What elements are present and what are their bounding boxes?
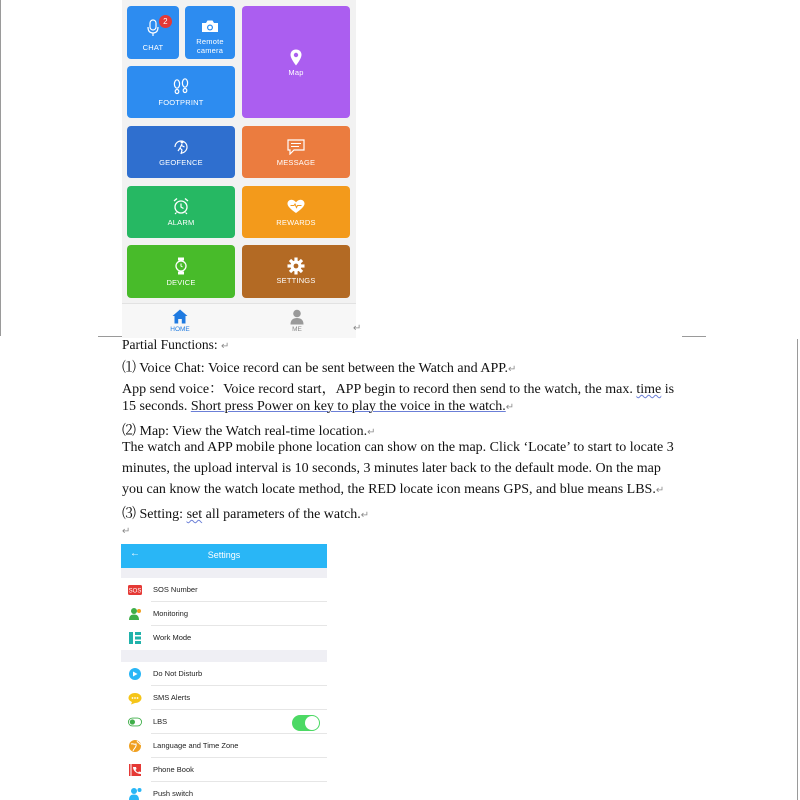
paragraph-mark: ↵ [221,341,230,352]
settings-row-do-not-disturb[interactable] [121,662,327,686]
tab-home-label: HOME [170,326,190,333]
work-mode-icon [128,631,142,645]
alarm-label: ALARM [167,218,195,227]
sms-icon [128,691,142,705]
settings-row-work-mode[interactable] [121,626,327,650]
settings-row-push-switch[interactable] [121,782,327,800]
bottom-tab-bar [122,303,356,338]
message-tile[interactable] [242,126,350,178]
item2-title-text: ⑵ Map: View the Watch real-time location. [122,424,368,439]
partial-functions-heading [122,337,229,353]
monitoring-label: Monitoring [153,609,189,618]
paragraph-mark: ↵ [360,510,370,521]
tab-me-label: ME [292,326,302,333]
device-tile[interactable] [127,245,235,298]
item1-title [122,357,516,377]
paragraph-mark: ↵ [508,364,517,375]
item2-line2 [122,461,661,477]
sms-alerts-label: SMS Alerts [153,693,191,702]
map-tile[interactable] [242,6,350,118]
language-time-zone-label: Language and Time Zone [153,741,239,750]
remote-camera-label-line2: camera [196,46,224,55]
page-border-left [0,0,1,336]
item1-line2 [122,399,514,415]
item2-line1-text: The watch and APP mobile phone location can show on the map. Click ‘Locate’ to start to locate 3 [122,440,674,455]
map-pin-icon [242,49,350,66]
item3-title-rest: all parameters of the watch. [202,507,361,522]
home-icon [150,307,210,326]
settings-row-monitoring[interactable] [121,602,327,626]
person-icon [267,307,327,326]
alarm-tile[interactable] [127,186,235,238]
svg-text:SOS: SOS [128,588,142,595]
item1-line1-text: App send voice：Voice record start，APP begin to record then send to the watch, the max. [122,382,637,397]
settings-row-phone-book[interactable] [121,758,327,782]
item2-line2-text: minutes, the upload interval is 10 seconds, 3 minutes later back to the default mode. On the map [122,461,661,476]
settings-row-sos-number[interactable] [121,578,327,602]
push-icon [128,787,142,800]
heart-icon [242,199,350,214]
lbs-toggle-icon [128,715,142,729]
app-home-screenshot [122,0,356,337]
sos-icon [128,583,142,597]
phone-book-icon [128,763,142,777]
item1-line1 [122,378,674,398]
lbs-toggle[interactable] [292,715,320,731]
partial-functions-text: Partial Functions: [122,337,218,352]
paragraph-mark: ↵ [353,323,362,334]
item3-title-text: ⑶ Setting: [122,507,187,522]
chat-tile[interactable] [127,6,179,59]
geofence-label: GEOFENCE [159,158,203,167]
phone-book-label: Phone Book [153,765,194,774]
item3-title-set: set [186,507,203,522]
remote-camera-tile[interactable] [185,6,235,59]
item1-line2-text: 15 seconds. [122,399,191,414]
rewards-label: REWARDS [276,218,316,227]
item1-line1-time: time [636,382,662,397]
settings-row-language-time-zone[interactable] [121,734,327,758]
toggle-knob [305,716,319,730]
item1-title-text: ⑴ Voice Chat: Voice record can be sent between the Watch and APP. [122,361,508,376]
message-label: MESSAGE [276,158,316,167]
lbs-label: LBS [153,717,168,726]
geofence-icon [127,138,235,156]
alarm-clock-icon [127,197,235,215]
page-border-right [797,339,798,800]
item3-title [122,503,369,523]
message-icon [242,139,350,155]
footprint-tile[interactable] [127,66,235,118]
remote-camera-label-line1: Remote [196,37,224,46]
gear-icon [242,257,350,275]
settings-label: SETTINGS [276,276,316,285]
work-mode-label: Work Mode [153,633,192,642]
settings-screenshot [121,544,327,800]
sos-number-label: SOS Number [153,585,198,594]
map-label: Map [288,68,304,77]
device-label: DEVICE [166,278,196,287]
footprint-label: FOOTPRINT [158,98,204,107]
item1-line1-is: is [661,382,675,397]
paragraph-mark: ↵ [367,427,376,438]
globe-icon [128,739,142,753]
divider-right [682,336,706,337]
settings-tile[interactable] [242,245,350,298]
chat-label: CHAT [142,43,164,52]
back-arrow-icon[interactable]: ← [130,548,140,559]
settings-header [121,544,327,568]
tab-me[interactable] [267,307,327,333]
settings-row-lbs [121,710,327,734]
item2-title [122,420,376,440]
geofence-tile[interactable] [127,126,235,178]
settings-row-sms-alerts[interactable] [121,686,327,710]
paragraph-mark: ↵ [655,485,665,496]
camera-icon [185,19,235,33]
item2-line3-text: you can know the watch locate method, the RED locate icon means GPS, and blue means LBS. [122,482,656,497]
push-switch-label: Push switch [153,789,194,798]
do-not-disturb-label: Do Not Disturb [153,669,203,678]
settings-title: Settings [207,550,241,560]
chat-badge: 2 [159,15,172,28]
tab-home[interactable] [150,307,210,333]
footprints-icon [127,78,235,96]
watch-icon [127,257,235,275]
paragraph-mark: ↵ [505,402,515,413]
item1-line2-underlined: Short press Power on key to play the voice in the watch. [190,399,506,414]
do-not-disturb-icon [128,667,142,681]
paragraph-mark: ↵ [122,526,131,537]
item2-line1 [122,440,674,456]
rewards-tile[interactable] [242,186,350,238]
monitoring-icon [128,607,142,621]
item2-line3 [122,482,664,498]
